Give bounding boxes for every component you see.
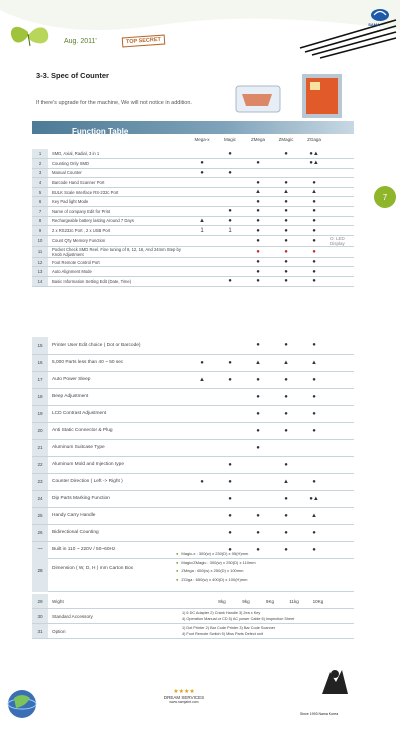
feature-note	[328, 168, 354, 178]
feature-mark	[272, 168, 300, 178]
feature-name: Auto Alignment Mode	[48, 267, 188, 277]
row-number: 25	[32, 507, 48, 524]
feature-name: Beep Adjustment	[48, 388, 188, 405]
col-header-mega-x: Mega-x	[194, 137, 210, 142]
feature-mark: ●	[300, 197, 328, 207]
feature-mark: ●	[272, 507, 300, 524]
feature-mark: ●	[216, 456, 244, 473]
function-table-lower	[32, 337, 354, 559]
table-row	[32, 197, 354, 207]
feature-mark: ●	[300, 235, 328, 246]
feature-name: Built in 110 ~ 220V / 50~60Hz	[48, 541, 188, 558]
feature-mark: ▲	[300, 507, 328, 524]
feature-note	[328, 178, 354, 188]
table-row	[32, 524, 354, 541]
table-row	[32, 216, 354, 226]
feature-name: 5,000 Parts less than 40 ~ 50 sec	[48, 354, 188, 371]
row-number: 12	[32, 257, 48, 267]
row-number: 18	[32, 388, 48, 405]
dream-services-logo	[162, 688, 206, 704]
dimension-row	[32, 549, 354, 592]
feature-mark: ●	[300, 277, 328, 287]
row-number: 22	[32, 456, 48, 473]
feature-mark: ●	[300, 524, 328, 541]
feature-mark	[188, 456, 216, 473]
option-label: Option	[52, 628, 66, 634]
feature-mark	[300, 456, 328, 473]
feature-note	[328, 507, 354, 524]
feature-note	[328, 226, 354, 236]
feature-mark	[244, 456, 272, 473]
feature-mark: ●	[244, 337, 272, 354]
feature-mark	[188, 235, 216, 246]
since-text: Since 1993 Nama Korea	[300, 712, 339, 716]
accessory-list	[182, 610, 294, 622]
feature-mark	[272, 159, 300, 169]
row-number: 8	[32, 216, 48, 226]
row-number: 10	[32, 235, 48, 246]
feature-mark: ●	[272, 541, 300, 558]
feature-mark: ●	[216, 149, 244, 159]
feature-mark: ●	[244, 371, 272, 388]
weight-values	[210, 594, 330, 608]
weight-value: 10Kg	[312, 598, 324, 604]
feature-mark	[216, 187, 244, 197]
feature-mark: ●	[300, 473, 328, 490]
feature-mark: 1	[188, 226, 216, 236]
feature-note	[328, 439, 354, 456]
table-row	[32, 371, 354, 388]
feature-mark	[188, 246, 216, 257]
feature-mark: ▲	[188, 216, 216, 226]
feature-note	[328, 246, 354, 257]
feature-mark: ●	[272, 277, 300, 287]
feature-name: Barcode Hand Scanner Port	[48, 178, 188, 188]
feature-mark	[216, 178, 244, 188]
feature-note	[328, 277, 354, 287]
weight-row	[32, 594, 354, 609]
row-number: 13	[32, 267, 48, 277]
feature-mark: ●	[272, 207, 300, 217]
row-number: 4	[32, 178, 48, 188]
globe-icon	[8, 690, 36, 718]
feature-mark: ●	[300, 405, 328, 422]
feature-mark	[188, 267, 216, 277]
feature-note: O: LED Display	[328, 235, 354, 246]
section-title: 3-3. Spec of Counter	[36, 71, 109, 80]
row-number: 16	[32, 354, 48, 371]
row-number: 1	[32, 149, 48, 159]
row-number: 6	[32, 197, 48, 207]
feature-mark: ●▲	[300, 490, 328, 507]
feature-mark: ●	[216, 216, 244, 226]
feature-mark: ●	[216, 507, 244, 524]
feature-mark: ▲	[272, 187, 300, 197]
table-row	[32, 246, 354, 257]
feature-mark: ●	[272, 524, 300, 541]
feature-name: Name of company Edit for Print	[48, 207, 188, 217]
feature-mark	[188, 149, 216, 159]
feature-note	[328, 524, 354, 541]
feature-mark	[216, 337, 244, 354]
feature-mark	[272, 439, 300, 456]
feature-mark: ●	[244, 197, 272, 207]
feature-mark: ●	[244, 507, 272, 524]
table-row	[32, 507, 354, 524]
feature-mark: ▲	[272, 473, 300, 490]
feature-note	[328, 405, 354, 422]
feature-note	[328, 456, 354, 473]
function-table-upper	[32, 149, 354, 287]
feature-name: Foot Remote Control Port	[48, 257, 188, 267]
feature-name: Anti Static Connector & Plug	[48, 422, 188, 439]
feature-mark: ●	[244, 178, 272, 188]
feature-mark	[244, 149, 272, 159]
feature-mark	[216, 246, 244, 257]
feature-mark: ●	[244, 235, 272, 246]
feature-mark	[188, 439, 216, 456]
feature-mark: ●	[216, 371, 244, 388]
col-header-zmega: ZMega	[250, 137, 265, 142]
row-number: 30	[32, 609, 48, 623]
table-row	[32, 187, 354, 197]
bottom-rows	[32, 594, 354, 639]
dimension-label: Dimension ( W, D, H ) mm Carton Box	[52, 566, 134, 571]
feature-mark: ●	[216, 490, 244, 507]
accessory-line: 1) 6 DC Adapter 2) Crank Handle 3) 2ea x Key	[182, 611, 261, 615]
feature-mark: ●	[272, 337, 300, 354]
table-row	[32, 337, 354, 354]
feature-mark	[300, 168, 328, 178]
weight-value: 8kg	[218, 598, 226, 604]
feature-mark: ●	[188, 354, 216, 371]
header-decoration	[0, 0, 400, 60]
feature-mark	[244, 473, 272, 490]
weight-value: 9Kg	[265, 598, 275, 604]
table-row	[32, 257, 354, 267]
feature-name: Rechargeable battery lasting Around 7 Days	[48, 216, 188, 226]
upgrade-notice: If there's upgrade for the machine, We will not notice in addition.	[36, 100, 192, 106]
feature-mark	[188, 422, 216, 439]
feature-note	[328, 422, 354, 439]
feature-mark: ●	[300, 257, 328, 267]
feature-mark: ▲	[244, 354, 272, 371]
feature-mark: ●	[272, 422, 300, 439]
feature-mark: ●	[300, 246, 328, 257]
table-row	[32, 456, 354, 473]
feature-mark	[188, 187, 216, 197]
table-row	[32, 422, 354, 439]
feature-name: BULK Scale Interface RS-232c Port	[48, 187, 188, 197]
feature-mark: ●▲	[300, 149, 328, 159]
feature-mark	[188, 178, 216, 188]
feature-mark: ●	[272, 226, 300, 236]
feature-mark: ●	[188, 473, 216, 490]
feature-name: Auto Power Sleep	[48, 371, 188, 388]
feature-mark: ●	[300, 207, 328, 217]
feature-mark: ●	[216, 277, 244, 287]
feature-mark: ●	[244, 422, 272, 439]
accessory-label: Standard Accessory	[52, 613, 93, 619]
feature-mark: 1	[216, 226, 244, 236]
row-number: 15	[32, 337, 48, 354]
feature-name: 2 x RS232c Port , 2 x USB Port	[48, 226, 188, 236]
feature-mark	[216, 439, 244, 456]
row-number: 26	[32, 524, 48, 541]
row-number: 21	[32, 439, 48, 456]
weight-value: 9kg	[242, 598, 250, 604]
feature-mark: ●	[300, 226, 328, 236]
feature-mark: ●	[216, 168, 244, 178]
feature-mark	[216, 197, 244, 207]
feature-mark: ●	[300, 541, 328, 558]
feature-mark: ●	[300, 216, 328, 226]
row-number: 24	[32, 490, 48, 507]
feature-mark: ●	[300, 337, 328, 354]
feature-mark: ●	[272, 267, 300, 277]
feature-mark	[188, 337, 216, 354]
feature-note	[328, 187, 354, 197]
feature-mark	[216, 257, 244, 267]
feature-mark: ●	[272, 197, 300, 207]
feature-mark: ●	[188, 159, 216, 169]
row-number: 7	[32, 207, 48, 217]
brand-name: DREAM SERVICES	[163, 695, 205, 700]
col-header-zmagic: ZMagic	[278, 137, 294, 142]
feature-name: Aluminum Suitcase Type	[48, 439, 188, 456]
feature-mark	[188, 524, 216, 541]
feature-mark: ▲	[300, 187, 328, 197]
feature-note	[328, 354, 354, 371]
row-number: 28	[32, 549, 48, 592]
row-number: 9	[32, 226, 48, 236]
table-row	[32, 226, 354, 236]
feature-note	[328, 197, 354, 207]
table-row	[32, 207, 354, 217]
feature-mark: ●	[244, 246, 272, 257]
accessory-row	[32, 609, 354, 624]
table-row	[32, 490, 354, 507]
feature-name: Pocket Check SMD Reel. Fine tuning of 8, 12, 16, And 24mm Step by Knob Adjustment	[48, 246, 188, 257]
table-row	[32, 159, 354, 169]
feature-mark: ●	[244, 277, 272, 287]
feature-mark: ●	[244, 405, 272, 422]
feature-note	[328, 371, 354, 388]
feature-mark: ●	[272, 216, 300, 226]
feature-name: Bidirectional Counting	[48, 524, 188, 541]
feature-mark: ●	[272, 257, 300, 267]
table-row	[32, 178, 354, 188]
feature-mark	[188, 277, 216, 287]
feature-mark	[188, 257, 216, 267]
row-number: 11	[32, 246, 48, 257]
feature-mark	[216, 422, 244, 439]
feature-mark: ●	[300, 178, 328, 188]
feature-mark: ●	[244, 159, 272, 169]
function-table-banner	[32, 121, 354, 134]
weight-label: Wight	[52, 598, 64, 604]
table-row	[32, 354, 354, 371]
feature-mark: ▲	[272, 354, 300, 371]
feature-name: Dip Parts Marking Function	[48, 490, 188, 507]
feature-mark	[188, 207, 216, 217]
feature-mark: ●	[216, 354, 244, 371]
feature-mark	[216, 388, 244, 405]
feature-mark	[216, 235, 244, 246]
top-secret-stamp: TOP SECRET	[122, 35, 166, 48]
row-number: 29	[32, 594, 48, 608]
table-row	[32, 405, 354, 422]
feature-mark	[188, 507, 216, 524]
feature-mark: ●	[188, 168, 216, 178]
page-number-tab: 7	[374, 186, 396, 208]
feature-mark	[188, 197, 216, 207]
dimension-list	[176, 551, 256, 585]
col-header-magic: Magic	[223, 137, 236, 142]
feature-mark: ▲	[244, 187, 272, 197]
row-number: 19	[32, 405, 48, 422]
col-header-zgaga: ZGaga	[307, 137, 321, 142]
accessory-line: 4) Operation Manual or CD 5) AC power Cable 6) Inspection Sheet	[182, 617, 295, 621]
row-number: 23	[32, 473, 48, 490]
option-line: 4) Foot Remote Switch 5) Miss Parts Defect unit	[182, 632, 264, 636]
feature-mark: ●	[216, 473, 244, 490]
table-row	[32, 277, 354, 287]
feature-mark: ●	[272, 246, 300, 257]
row-number: 5	[32, 187, 48, 197]
table-row	[32, 267, 354, 277]
feature-mark: ●	[244, 226, 272, 236]
brand-url: www.namjaint.com	[169, 700, 199, 704]
table-row	[32, 439, 354, 456]
feature-note	[328, 216, 354, 226]
feature-mark: ●	[300, 267, 328, 277]
feature-mark	[188, 490, 216, 507]
dimension-item: ● Magic-x : 300(w) x 230(D) x 95(H)mm	[176, 551, 249, 556]
table-row	[32, 473, 354, 490]
row-number: 14	[32, 277, 48, 287]
feature-mark: ●	[244, 439, 272, 456]
row-number: 20	[32, 422, 48, 439]
feature-mark	[188, 388, 216, 405]
feature-mark: ●	[216, 207, 244, 217]
feature-mark: ●	[244, 541, 272, 558]
feature-mark: ●▲	[300, 159, 328, 169]
feature-mark: ●	[244, 257, 272, 267]
product-image	[232, 70, 352, 120]
feature-note	[328, 473, 354, 490]
dimension-item: ● ZMega : 650(w) x 250(D) x 100mm	[176, 568, 244, 573]
feature-mark: ▲	[188, 371, 216, 388]
feature-mark: ●	[300, 422, 328, 439]
weight-value: 11kg	[289, 598, 299, 604]
feature-mark: ●	[272, 490, 300, 507]
function-table-title: Function Table	[72, 127, 129, 136]
feature-note	[328, 267, 354, 277]
table-row	[32, 388, 354, 405]
feature-name: Handy Carry Handle	[48, 507, 188, 524]
dimension-item: ● Magic/ZMagic : 300(w) x 250(D) x 110mm	[176, 559, 256, 565]
feature-name: Printer User Edit choice ( Dot or Barcode)	[48, 337, 188, 354]
feature-mark: ●	[244, 207, 272, 217]
dimension-item: ● ZGiga : 650(w) x 400(D) x 100(H)mm	[176, 576, 248, 582]
feature-mark: ●	[244, 216, 272, 226]
feature-name: SMD, Axial, Radial, 3 in 1	[48, 149, 188, 159]
feature-mark: ●	[244, 524, 272, 541]
feature-mark: ●	[272, 388, 300, 405]
feature-name: Basic Information Setting Edit (Date, Time)	[48, 277, 188, 287]
feature-mark	[188, 405, 216, 422]
feature-note	[328, 388, 354, 405]
feature-mark: ●	[300, 371, 328, 388]
feature-name: Count Q'ty Memory Function	[48, 235, 188, 246]
option-line: 1) Dot Printer 2) Bar Code Printer 3) Bar Code Scanner	[182, 626, 276, 630]
table-row	[32, 149, 354, 159]
feature-mark: ●	[272, 235, 300, 246]
row-number: 31	[32, 624, 48, 638]
feature-mark	[244, 168, 272, 178]
feature-name: Counting Only SMD	[48, 159, 188, 169]
feature-mark: ●	[216, 524, 244, 541]
row-number: 3	[32, 168, 48, 178]
feature-mark: ●	[272, 456, 300, 473]
option-row	[32, 624, 354, 639]
feature-mark: ▲	[300, 354, 328, 371]
company-logo-text: SAMA	[368, 22, 380, 27]
feature-note	[328, 257, 354, 267]
feature-note	[328, 490, 354, 507]
feature-mark	[300, 439, 328, 456]
feature-mark: ●	[300, 388, 328, 405]
feature-name: LCD Contrast Adjustment	[48, 405, 188, 422]
table-row	[32, 168, 354, 178]
issue-date: Aug. 2011'	[64, 38, 97, 45]
feature-mark: ●	[272, 149, 300, 159]
feature-mark	[216, 159, 244, 169]
feature-mark: ●	[272, 371, 300, 388]
feature-mark: ●	[272, 405, 300, 422]
table-row	[32, 235, 354, 246]
feature-name: Counter Direction ( Left -> Right )	[48, 473, 188, 490]
stars-icon: ★★★★	[173, 689, 195, 695]
feature-mark: ●	[272, 178, 300, 188]
column-headers	[32, 137, 354, 147]
row-number: 2	[32, 159, 48, 169]
option-list	[182, 625, 275, 637]
feature-mark: ●	[244, 267, 272, 277]
row-number: 17	[32, 371, 48, 388]
feature-name: Key Pad light Mode	[48, 197, 188, 207]
feature-name: Manual Counter	[48, 168, 188, 178]
feature-note	[328, 207, 354, 217]
feature-mark: ●	[216, 541, 244, 558]
feature-note	[328, 337, 354, 354]
feature-mark: ●	[244, 388, 272, 405]
feature-note	[328, 149, 354, 159]
mascot-icon	[322, 670, 348, 694]
feature-note	[328, 159, 354, 169]
feature-mark	[244, 490, 272, 507]
butterfly-icon	[11, 27, 48, 46]
feature-mark	[216, 405, 244, 422]
feature-mark	[216, 267, 244, 277]
feature-name: Aluminum Mold and Injection type	[48, 456, 188, 473]
